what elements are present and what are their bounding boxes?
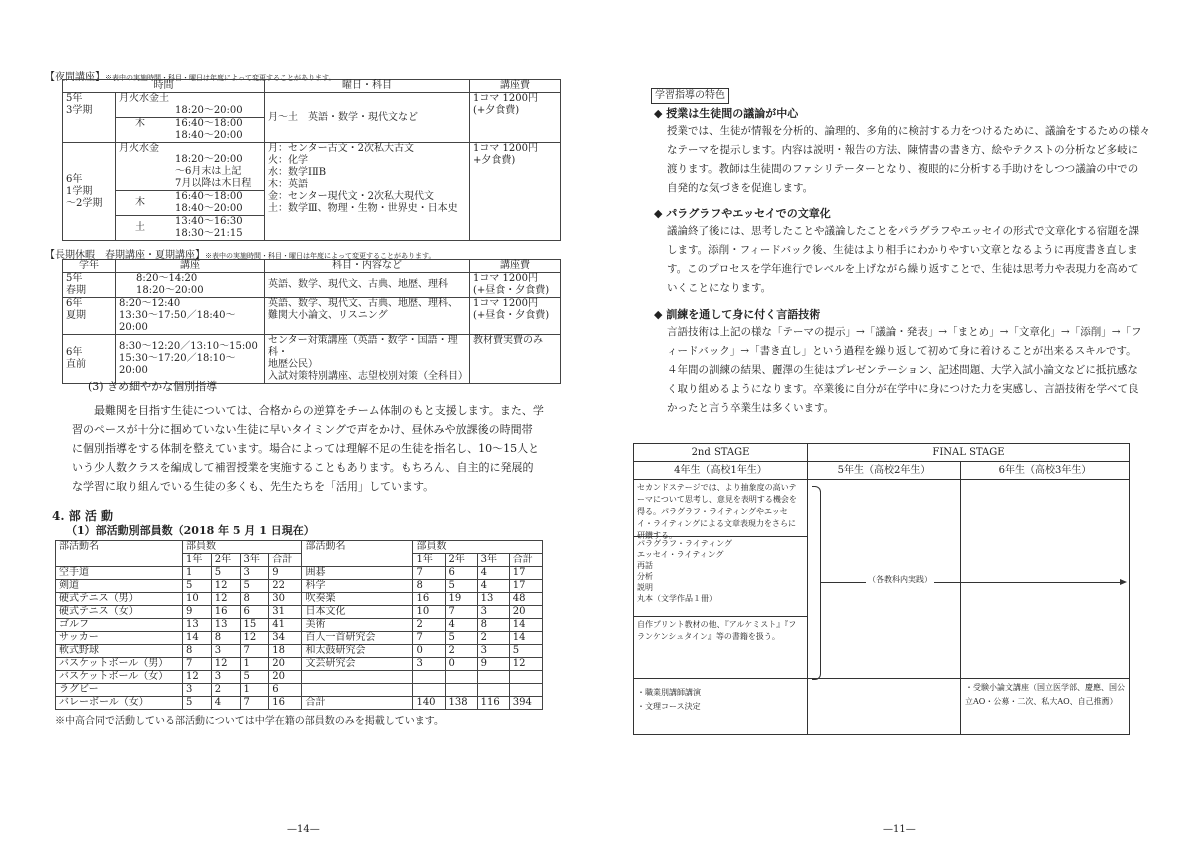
- feature-title: ◆ 授業は生徒間の議論が中心: [654, 107, 799, 120]
- club-members-table: 部活動名 部員数 部活動名 部員数 1年 2年 3年 合計 1年 2年 3年 合計 空手道 1 5 3 9 囲碁 7 6 4 17 剣道 5 12 5 22 科学 8 5 4 17 硬式テニス（男） 10 12 8 30 吹奏楽 16 19 13 48 硬式テニス（女） 9 16 6 31 日本文化 10 7 3 20 ゴルフ 13 13 15 41 美術 2 4 8 14 サッカー 14 8 12 34 百人一首研究会 7 5 2 14 軟式野球 8 3 7 18 和太鼓研究会 0 2 3 5 バスケットボール（男） 7 12 1 20 文芸研究会 3 0 9 12 バスケットボール（女） 12 3 5 20 ラグビー 3 2 1 6 バレーボール（女） 5 4 7 16 合計 140 138 116 394: [55, 540, 543, 710]
- clubs-footnote: ※中高合同で活動している部活動については中学在籍の部員数のみを掲載しています。: [55, 716, 444, 727]
- diamond-icon: ◆: [654, 107, 667, 120]
- fee-cell: 1コマ 1200円 +夕食費): [470, 143, 561, 241]
- arrow-head-icon: [1120, 579, 1127, 585]
- table-row: ゴルフ 13 13 15 41 美術 2 4 8 14: [56, 619, 543, 632]
- column-divider: [807, 479, 808, 734]
- career-events: ・職業別講師講演 ・文理コース決定: [637, 688, 701, 711]
- guidance-text: 最難関を目指す生徒については、合格からの逆算をチーム体制のもと支援します。また、学 習のペースが十分に掴めていない生徒に早いタイミングで声をかけ、昼休みや放課後の時間帯 に個別指導をする体制を整えています。場合によっては理解不足の生徒を指名し、10～15人と いう少人数クラスを編成して補習授業を実施することもあります。もちろん、自主的に発展的 な学習に取り組んでいる生徒の多くも、先生たちを「活用」しています。: [72, 404, 544, 493]
- table-row: ラグビー 3 2 1 6: [56, 684, 543, 697]
- bracket: [812, 486, 821, 680]
- table-row: 軟式野球 8 3 7 18 和太鼓研究会 0 2 3 5: [56, 645, 543, 658]
- holiday-course-table: [62, 259, 561, 384]
- night-course-heading: 【夜間講座】※表中の実施時間・科目・曜日は年度によって変更することがあります。: [45, 72, 336, 83]
- table-row: 硬式テニス（女） 9 16 6 31 日本文化 10 7 3 20: [56, 606, 543, 619]
- time-cell: 月火水金 18:20～20:00 ～6月末は上記 7月以降は木日程: [116, 143, 265, 191]
- night-course-table: [62, 79, 561, 241]
- final-stage-header: FINAL STAGE: [808, 444, 1129, 462]
- diamond-icon: ◆: [654, 308, 667, 321]
- table-row: バレーボール（女） 5 4 7 16 合計 140 138 116 394: [56, 697, 543, 710]
- time-cell: 土 13:40～16:30 18:30～21:15: [116, 216, 265, 241]
- table-row: 空手道 1 5 3 9 囲碁 7 6 4 17: [56, 567, 543, 580]
- row-divider: [634, 616, 807, 617]
- stage-intro-text: セカンドステージでは、より抽象度の高いテーマについて思考し、意見を表明する機会を得る。パラグラフ・ライティングやエッセイ・ライティングによる文章表現力をさらに: [637, 483, 797, 528]
- row-divider: [634, 678, 1129, 679]
- prints-text: 自作プリント教材の他、『アルケミスト』『フランケンシュタイン』等の書籍を扱う。: [637, 620, 797, 641]
- col-header-content: 科目・内容など: [265, 260, 470, 273]
- time-cell: 月火水金土 18:20～20:00: [116, 93, 265, 118]
- second-stage-header: 2nd STAGE: [634, 444, 808, 462]
- stage-chart: [633, 443, 1130, 735]
- col-header-time: 時間: [63, 80, 265, 93]
- table-row: サッカー 14 8 12 34 百人一首研究会 7 5 2 14: [56, 632, 543, 645]
- table-row: 6年 夏期 8:20～12:40 13:30～17:50／18:40～20:00 英語、数学、現代文、古典、地歴、理科、 難関大小論文、リスニング 1コマ 1200円 (+昼食・夕食費): [63, 298, 561, 335]
- page-number: —11—: [883, 824, 916, 835]
- grade6-header: 6年生（高校3年生）: [961, 462, 1129, 480]
- subject-cell: 月～土 英語・数学・現代文など: [265, 93, 470, 143]
- table-row: 5年 春期 8:20～14:20 18:20～20:00 英語、数学、現代文、古典、地歴、理科 1コマ 1200円 (+昼食・夕食費): [63, 273, 561, 298]
- grade-label: 6年 1学期 ～2学期: [63, 143, 116, 241]
- arrow-label: （各教科内実践）: [868, 575, 932, 584]
- table-row: 剣道 5 12 5 22 科学 8 5 4 17: [56, 580, 543, 593]
- table-row: バスケットボール（女） 12 3 5 20: [56, 671, 543, 684]
- time-cell: 木 16:40～18:00 18:40～20:00: [116, 191, 265, 216]
- guidance-title: (3) きめ細やかな個別指導: [88, 380, 218, 393]
- subject-cell: 月：センター古文・2次私大古文 火：化学 水：数学ⅠⅡB 木：英語 金：センター現代文・2次私大現代文 土：数学Ⅲ、物理・生物・世界史・日本史: [265, 143, 470, 241]
- grade-label: 5年 3学期: [63, 93, 116, 143]
- col-header-grade: 学年: [63, 260, 116, 273]
- col-header-fee: 講座費: [470, 80, 561, 93]
- feature-text: 議論終了後には、思考したことや議論したことをパラグラフやエッセイの形式で文章化する宿題を課 します。添削・フィードバック後、生徒はより相手にわかりやすい文章となるように再度書き直しま す。このプロセスを学年進行でレベルを上げながら繰り返すことで、生徒は思考力や表現力を高めて いくことになります。: [667, 225, 1139, 294]
- clubs-heading: 4. 部 活 動: [52, 509, 114, 523]
- time-cell: 木 16:40～18:00 18:40～20:00: [116, 118, 265, 143]
- fee-cell: 1コマ 1200円 (+夕食費): [470, 93, 561, 143]
- skills-list: パラグラフ・ライティング エッセイ・ライティング 再話 分析 説明 丸本（文学作品１冊）: [637, 539, 732, 603]
- col-header-course: 講座: [116, 260, 265, 273]
- feature-text: 授業では、生徒が情報を分析的、論理的、多角的に検討する力をつけるために、議論をするための様々 なテーマを提示します。内容は説明・報告の方法、陳情書の書き方、絵やテクストの分析など多岐に 渡ります。教師は生徒間のファシリテーターとなり、複眼的に分析する手助けをしつつ議論の中での 自発的な気づきを促進します。: [667, 125, 1150, 194]
- grade5-header: 5年生（高校2年生）: [808, 462, 961, 480]
- feature-title: ◆ パラグラフやエッセイでの文章化: [654, 207, 831, 220]
- right-page: [600, 0, 1200, 849]
- holiday-course-heading: 【長期休暇 春期講座・夏期講座】※表中の実施時間・科目・曜日は年度によって変更することがあります。: [45, 250, 436, 261]
- col-header-subject: 曜日・科目: [265, 80, 470, 93]
- row-divider: [634, 536, 807, 537]
- col-header-fee: 講座費: [470, 260, 561, 273]
- essay-course-text: ・受験小論文講座（国立医学部、慶應、国公立AO・公募・二次、私大AO、自己推薦）: [965, 683, 1125, 706]
- table-row: バスケットボール（男） 7 12 1 20 文芸研究会 3 0 9 12: [56, 658, 543, 671]
- clubs-subheading: （1）部活動別部員数（2018 年 5 月 1 日現在）: [66, 524, 315, 537]
- column-divider: [960, 479, 961, 734]
- features-box-title: 学習指導の特色: [651, 88, 729, 104]
- table-row: 硬式テニス（男） 10 12 8 30 吹奏楽 16 19 13 48: [56, 593, 543, 606]
- feature-title: ◆ 訓練を通して身に付く言語技術: [654, 308, 821, 321]
- feature-text: 言語技術は上記の様な「テーマの提示」→「議論・発表」→「まとめ」→「文章化」→「添削」→「フ ィードバック」→「書き直し」という過程を繰り返して初めて身に着けることが出来るスキルです。 ４年間の訓練の結果、麗澤の生徒はプレゼンテーション、記述問題、大学入試小論文などに抵抗感な く取り組めるようになります。卒業後に自分が在学中に身につけた力を実感し、言語技術を学べて良 かったと言う卒業生は多くいます。: [667, 326, 1142, 414]
- grade4-header: 4年生（高校1年生）: [634, 462, 808, 480]
- diamond-icon: ◆: [654, 207, 667, 220]
- table-row: 6年 直前 8:30～12:20／13:10～15:00 15:30～17:20／18:10～20:00 センター対策講座（英語・数学・国語・理科・ 地歴公民） 入試対策特別講座、志望校別対策（全科目） 教材費実費のみ: [63, 335, 561, 384]
- page-number: —14—: [287, 824, 320, 835]
